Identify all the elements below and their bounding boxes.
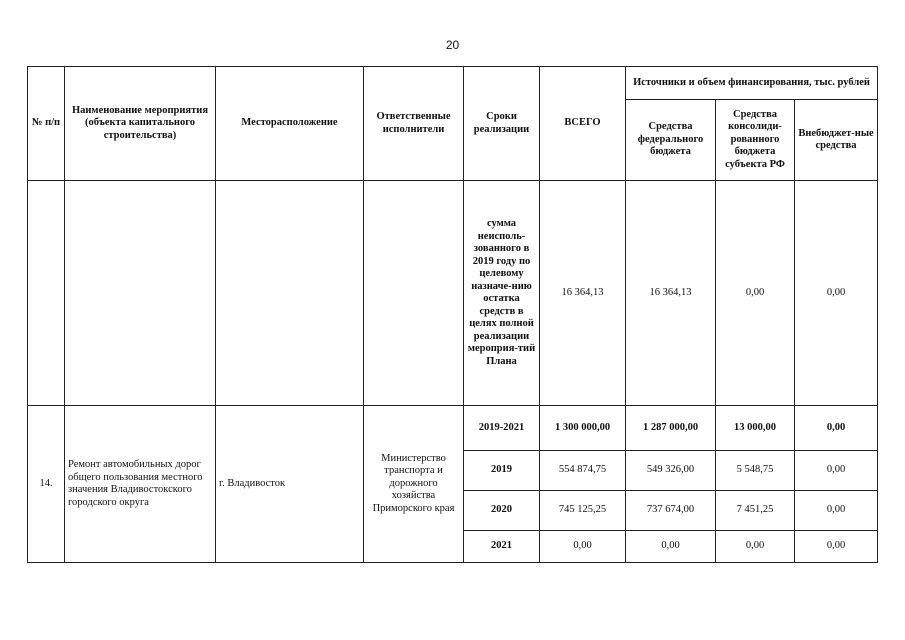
item-responsible: Министерство транспорта и дорожного хозяйства Приморского края [364,406,464,563]
header-location: Месторасположение [216,67,364,181]
period-cell: 2020 [464,491,540,531]
total-cell: 745 125,25 [540,491,626,531]
header-regional: Средства консолиди-рованного бюджета субъекта РФ [716,100,795,181]
extra-cell: 0,00 [795,491,878,531]
header-total: ВСЕГО [540,67,626,181]
empty-cell [28,181,65,406]
federal-cell: 0,00 [626,531,716,563]
item-number: 14. [28,406,65,563]
period-cell: 2021 [464,531,540,563]
table-row [28,181,878,406]
total-cell: 554 874,75 [540,451,626,491]
empty-cell [216,181,364,406]
item-location: г. Владивосток [216,406,364,563]
extra-cell: 0,00 [795,406,878,451]
extra-cell: 0,00 [795,531,878,563]
carryover-extra: 0,00 [795,181,878,406]
financing-table [27,66,878,563]
federal-cell: 1 287 000,00 [626,406,716,451]
federal-cell: 737 674,00 [626,491,716,531]
period-cell: 2019-2021 [464,406,540,451]
period-cell: 2019 [464,451,540,491]
carryover-period: сумма неисполь-зованного в 2019 году по целевому назначе-нию остатка средств в целях полной реализации мероприя-тий Плана [464,181,540,406]
header-num: № п/п [28,67,65,181]
total-cell: 1 300 000,00 [540,406,626,451]
regional-cell: 5 548,75 [716,451,795,491]
regional-cell: 13 000,00 [716,406,795,451]
empty-cell [364,181,464,406]
regional-cell: 7 451,25 [716,491,795,531]
table-row [28,406,878,451]
item-name: Ремонт автомобильных дорог общего пользования местного значения Владивостокского городского округа [65,406,216,563]
carryover-total: 16 364,13 [540,181,626,406]
header-sources: Источники и объем финансирования, тыс. рублей [626,67,878,100]
empty-cell [65,181,216,406]
page-number: 20 [445,38,460,52]
header-extra: Внебюджет-ные средства [795,100,878,181]
total-cell: 0,00 [540,531,626,563]
carryover-federal: 16 364,13 [626,181,716,406]
header-responsible: Ответственные исполнители [364,67,464,181]
regional-cell: 0,00 [716,531,795,563]
extra-cell: 0,00 [795,451,878,491]
carryover-regional: 0,00 [716,181,795,406]
federal-cell: 549 326,00 [626,451,716,491]
header-name: Наименование мероприятия (объекта капитального строительства) [65,67,216,181]
header-federal: Средства федерального бюджета [626,100,716,181]
header-terms: Сроки реализации [464,67,540,181]
